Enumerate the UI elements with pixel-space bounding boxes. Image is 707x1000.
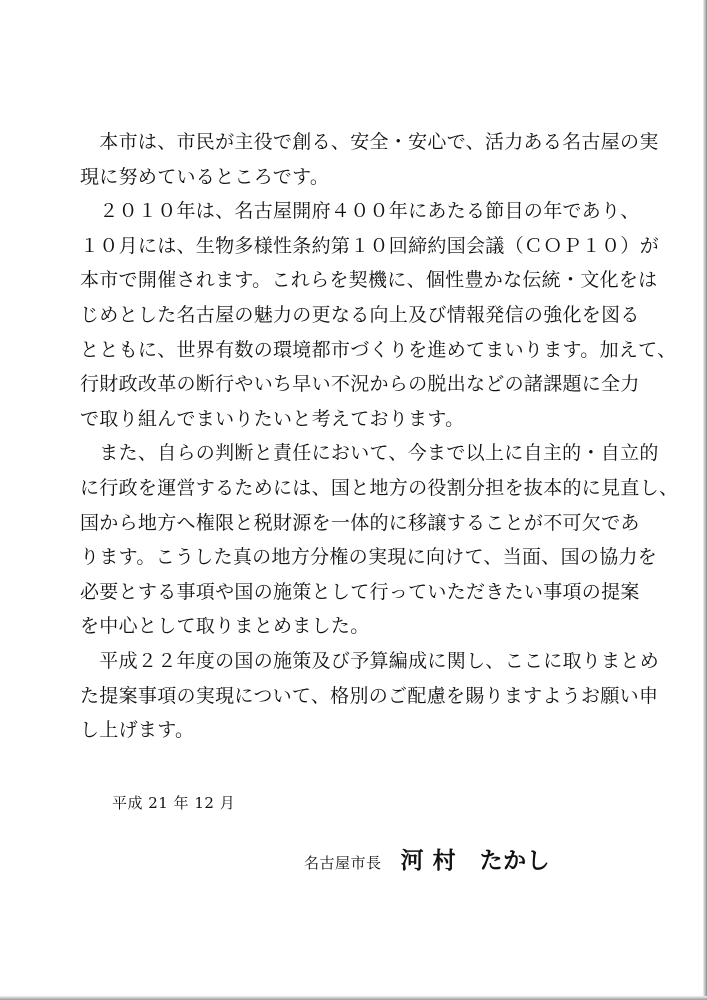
letter-line: 必要とする事項や国の施策として行っていただきたい事項の提案 — [80, 580, 640, 603]
letter-line: 国から地方へ権限と税財源を一体的に移譲することが不可欠であ — [80, 511, 640, 534]
letter-line: 本市で開催されます。これらを契機に、個性豊かな伝統・文化をは — [80, 269, 658, 292]
signature-block — [304, 842, 550, 875]
letter-line: また、自らの判断と責任において、今まで以上に自主的・自立的 — [80, 442, 659, 465]
letter-line: た提案事項の実現について、格別のご配慮を賜りますようお願い申 — [80, 684, 659, 707]
letter-line: 平成２２年度の国の施策及び予算編成に関し、ここに取りまとめ — [80, 649, 660, 672]
letter-body — [80, 125, 679, 748]
letter-line: とともに、世界有数の環境都市づくりを進めてまいります。加えて、 — [80, 338, 677, 361]
letter-line: し上げます。 — [80, 719, 195, 742]
scan-edge-right — [703, 0, 707, 1000]
letter-line: じめとした名古屋の魅力の更なる向上及び情報発信の強化を図る — [80, 303, 640, 326]
letter-line: 現に努めているところです。 — [80, 165, 330, 188]
letter-line: １０月には、生物多様性条約第１０回締約国会議（ＣＯＰ１０）が — [80, 234, 660, 257]
letter-line: 行財政改革の断行やいち早い不況からの脱出などの諸課題に全力 — [80, 373, 640, 396]
letter-line: 本市は、市民が主役で創る、安全・安心で、活力ある名古屋の実 — [80, 131, 659, 153]
letter-line: ２０１０年は、名古屋開府４００年にあたる節目の年であり、 — [80, 200, 640, 223]
scan-edge-bottom — [0, 996, 707, 1000]
letter-line: を中心として取りまとめました。 — [80, 615, 370, 638]
letter-date: 平成 21 年 12 月 — [112, 794, 236, 812]
letter-line: で取り組んでまいりたいと考えております。 — [80, 407, 465, 430]
signer-title: 名古屋市長 — [304, 854, 382, 872]
signer-name: 河 村 たかし — [400, 847, 551, 874]
letter-line: ります。こうした真の地方分権の実現に向けて、当面、国の協力を — [80, 546, 658, 569]
letter-line: に行政を運営するためには、国と地方の役割分担を抜本的に見直し、 — [80, 476, 679, 499]
